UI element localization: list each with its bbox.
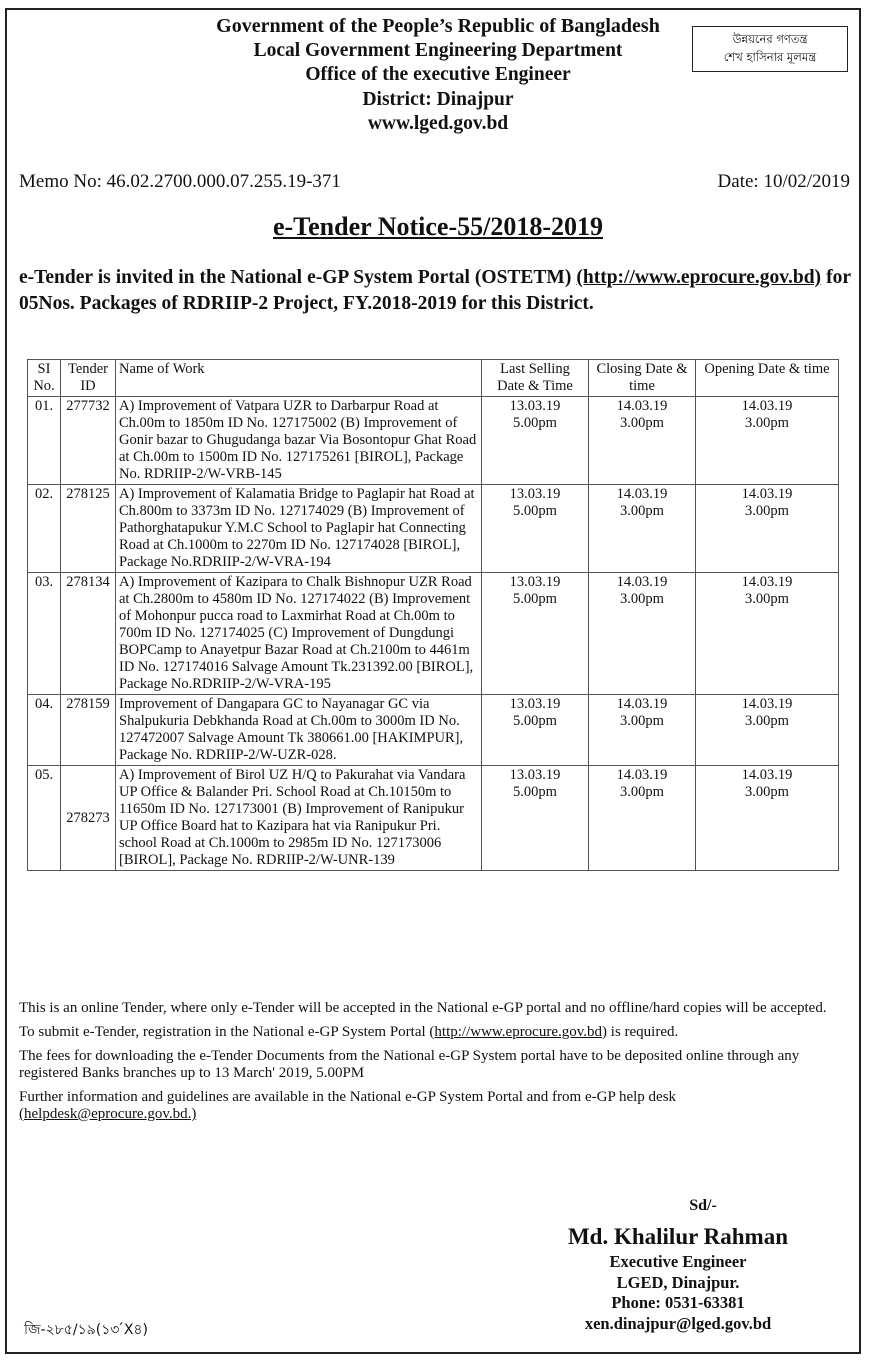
- col-header-closing: Closing Date & time: [589, 360, 696, 397]
- close-time: 3.00pm: [620, 784, 664, 800]
- cell-sl: 03.: [28, 573, 61, 695]
- signatory-name: Md. Khalilur Rahman: [567, 1224, 789, 1249]
- note-online-tender: This is an online Tender, where only e-Tender will be accepted in the National e-GP portal and no offline/hard copies will be accepted.: [19, 1000, 827, 1016]
- cell-work: A) Improvement of Vatpara UZR to Darbarpur Road at Ch.00m to 1850m ID No. 127175002 (B) Improvement of Gonir bazar to Ghugudanga bazar Via Bosontopur Ghat Road at Ch.00m to 1500m ID No. 127175261 [BIROL], Package No. RDRIIP-2/W-VRB-145: [116, 397, 482, 485]
- header-government: Government of the People’s Republic of Bangladesh: [216, 15, 660, 37]
- col-header-sl: SI No.: [28, 360, 61, 397]
- notice-date: Date: 10/02/2019: [717, 171, 850, 192]
- note-registration: [19, 1024, 829, 1041]
- cell-last-selling: [482, 397, 589, 485]
- header-district: District: Dinajpur: [362, 88, 514, 110]
- sell-date: 13.03.19: [509, 486, 561, 502]
- notice-title: e-Tender Notice-55/2018-2019: [272, 212, 603, 241]
- close-date: 14.03.19: [616, 398, 668, 414]
- cell-sl: 02.: [28, 485, 61, 573]
- cell-work: A) Improvement of Birol UZ H/Q to Pakurahat via Vandara UP Office & Balander Pri. School Road at Ch.10150m to 11650m ID No. 127173001 (B) Improvement of Ranipukur UP Office Board hat to Kazipara hat via Ranipukur Pri. school Road at Ch.1000m to 2985m ID No. 127173006 [BIROL], Package No. RDRIIP-2/W-UNR-139: [116, 766, 482, 871]
- signatory-phone: Phone: 0531-63381: [611, 1293, 745, 1312]
- eprocure-link[interactable]: (http://www.eprocure.gov.bd): [576, 267, 822, 288]
- col-header-tender-id: Tender ID: [61, 360, 116, 397]
- header-department: Local Government Engineering Department: [253, 39, 623, 61]
- open-time: 3.00pm: [745, 591, 789, 607]
- open-time: 3.00pm: [745, 503, 789, 519]
- cell-work: Improvement of Dangapara GC to Nayanagar GC via Shalpukuria Debkhanda Road at Ch.00m to 3000m ID No. 127472007 Salvage Amount Tk 380661.00 [HAKIMPUR], Package No. RDRIIP-2/W-UZR-028.: [116, 695, 482, 766]
- memo-number: Memo No: 46.02.2700.000.07.255.19-371: [19, 171, 341, 192]
- close-time: 3.00pm: [620, 503, 664, 519]
- open-date: 14.03.19: [741, 486, 793, 502]
- open-date: 14.03.19: [741, 574, 793, 590]
- cell-last-selling: [482, 573, 589, 695]
- cell-closing: [589, 766, 696, 871]
- notes-section: [19, 1000, 829, 1130]
- note-text: Further information and guidelines are available in the National e-GP System Portal and from e-GP help desk: [19, 1089, 677, 1105]
- sell-time: 5.00pm: [513, 591, 557, 607]
- table-row: [28, 766, 839, 871]
- cell-closing: [589, 573, 696, 695]
- cell-tender-id: 278134: [61, 573, 116, 695]
- publication-reference: জি-২৮৫/১৯(১৩ ́X৪): [24, 1322, 148, 1338]
- intro-paragraph: [19, 265, 851, 317]
- open-time: 3.00pm: [745, 713, 789, 729]
- open-date: 14.03.19: [741, 398, 793, 414]
- cell-opening: [696, 573, 839, 695]
- sell-date: 13.03.19: [509, 398, 561, 414]
- close-time: 3.00pm: [620, 415, 664, 431]
- cell-opening: [696, 397, 839, 485]
- cell-closing: [589, 695, 696, 766]
- cell-sl: 04.: [28, 695, 61, 766]
- close-time: 3.00pm: [620, 591, 664, 607]
- cell-tender-id: 278159: [61, 695, 116, 766]
- col-header-opening: Opening Date & time: [696, 360, 839, 397]
- note-helpdesk: [19, 1089, 829, 1123]
- cell-sl: 01.: [28, 397, 61, 485]
- cell-opening: [696, 695, 839, 766]
- cell-closing: [589, 485, 696, 573]
- open-time: 3.00pm: [745, 415, 789, 431]
- col-header-work: Name of Work: [116, 360, 482, 397]
- helpdesk-email-link[interactable]: (helpdesk@eprocure.gov.bd.): [19, 1106, 197, 1122]
- close-date: 14.03.19: [616, 486, 668, 502]
- cell-last-selling: [482, 695, 589, 766]
- cell-work: A) Improvement of Kazipara to Chalk Bishnopur UZR Road at Ch.2800m to 4580m ID No. 127174022 (B) Improvement of Mohonpur pucca road to Laxmirhat Road at Ch.00m to 700m ID No. 127174025 (C) Improvement of Dungdungi BOPCamp to Anayetpur Bazar Road at Ch.2100m to 4461m ID No. 127174016 Salvage Amount Tk.231392.00 [BIROL], Package No.RDRIIP-2/W-VRA-195: [116, 573, 482, 695]
- sell-time: 5.00pm: [513, 713, 557, 729]
- cell-work: A) Improvement of Kalamatia Bridge to Paglapir hat Road at Ch.800m to 3373m ID No. 127174029 (B) Improvement of Pathorghatapukur Y.M.C School to Paglapir hat Connecting Road at Ch.1000m to 2270m ID No. 127174028 [BIROL], Package No.RDRIIP-2/W-VRA-194: [116, 485, 482, 573]
- open-date: 14.03.19: [741, 767, 793, 783]
- open-date: 14.03.19: [741, 696, 793, 712]
- cell-tender-id: 278125: [61, 485, 116, 573]
- note-text-end: ) is required.: [602, 1024, 679, 1040]
- signed-mark: Sd/-: [689, 1197, 717, 1214]
- col-header-last-selling: Last Selling Date & Time: [482, 360, 589, 397]
- cell-opening: [696, 766, 839, 871]
- tender-table: [27, 359, 839, 871]
- slogan-box: [692, 26, 848, 72]
- table-header-row: [28, 360, 839, 397]
- sell-date: 13.03.19: [509, 767, 561, 783]
- close-time: 3.00pm: [620, 713, 664, 729]
- signatory-office: LGED, Dinajpur.: [616, 1272, 740, 1292]
- note-text: To submit e-Tender, registration in the National e-GP System Portal (: [19, 1024, 435, 1040]
- slogan-line-1: উন্নয়নের গণতন্ত্র: [732, 32, 808, 46]
- table-row: [28, 573, 839, 695]
- table-row: [28, 695, 839, 766]
- open-time: 3.00pm: [745, 784, 789, 800]
- close-date: 14.03.19: [616, 696, 668, 712]
- cell-last-selling: [482, 485, 589, 573]
- table-row: [28, 485, 839, 573]
- close-date: 14.03.19: [616, 767, 668, 783]
- signatory-email: xen.dinajpur@lged.gov.bd: [584, 1313, 772, 1333]
- close-date: 14.03.19: [616, 574, 668, 590]
- sell-time: 5.00pm: [513, 784, 557, 800]
- slogan-line-2: শেখ হাসিনার মূলমন্ত্র: [723, 50, 817, 64]
- cell-sl: 05.: [28, 766, 61, 871]
- eprocure-link-2[interactable]: http://www.eprocure.gov.bd: [434, 1024, 603, 1040]
- cell-closing: [589, 397, 696, 485]
- header-office: Office of the executive Engineer: [305, 64, 571, 85]
- table-row: [28, 397, 839, 485]
- signature-block: [546, 1196, 810, 1334]
- cell-opening: [696, 485, 839, 573]
- cell-last-selling: [482, 766, 589, 871]
- signatory-designation: Executive Engineer: [609, 1252, 747, 1271]
- sell-time: 5.00pm: [513, 503, 557, 519]
- note-fees: The fees for downloading the e-Tender Documents from the National e-GP System portal have to be deposited online through any registered Banks branches up to 13 March' 2019, 5.00PM: [19, 1048, 800, 1081]
- header-website: www.lged.gov.bd: [367, 113, 509, 134]
- cell-tender-id: 278273: [61, 766, 116, 871]
- sell-date: 13.03.19: [509, 574, 561, 590]
- intro-text: e-Tender is invited in the National e-GP System Portal (OSTETM): [19, 267, 577, 288]
- cell-tender-id: 277732: [61, 397, 116, 485]
- sell-date: 13.03.19: [509, 696, 561, 712]
- intro-text-end: for 05Nos. Packages of RDRIIP-2 Project, FY.2018-2019 for this District.: [19, 267, 851, 314]
- sell-time: 5.00pm: [513, 415, 557, 431]
